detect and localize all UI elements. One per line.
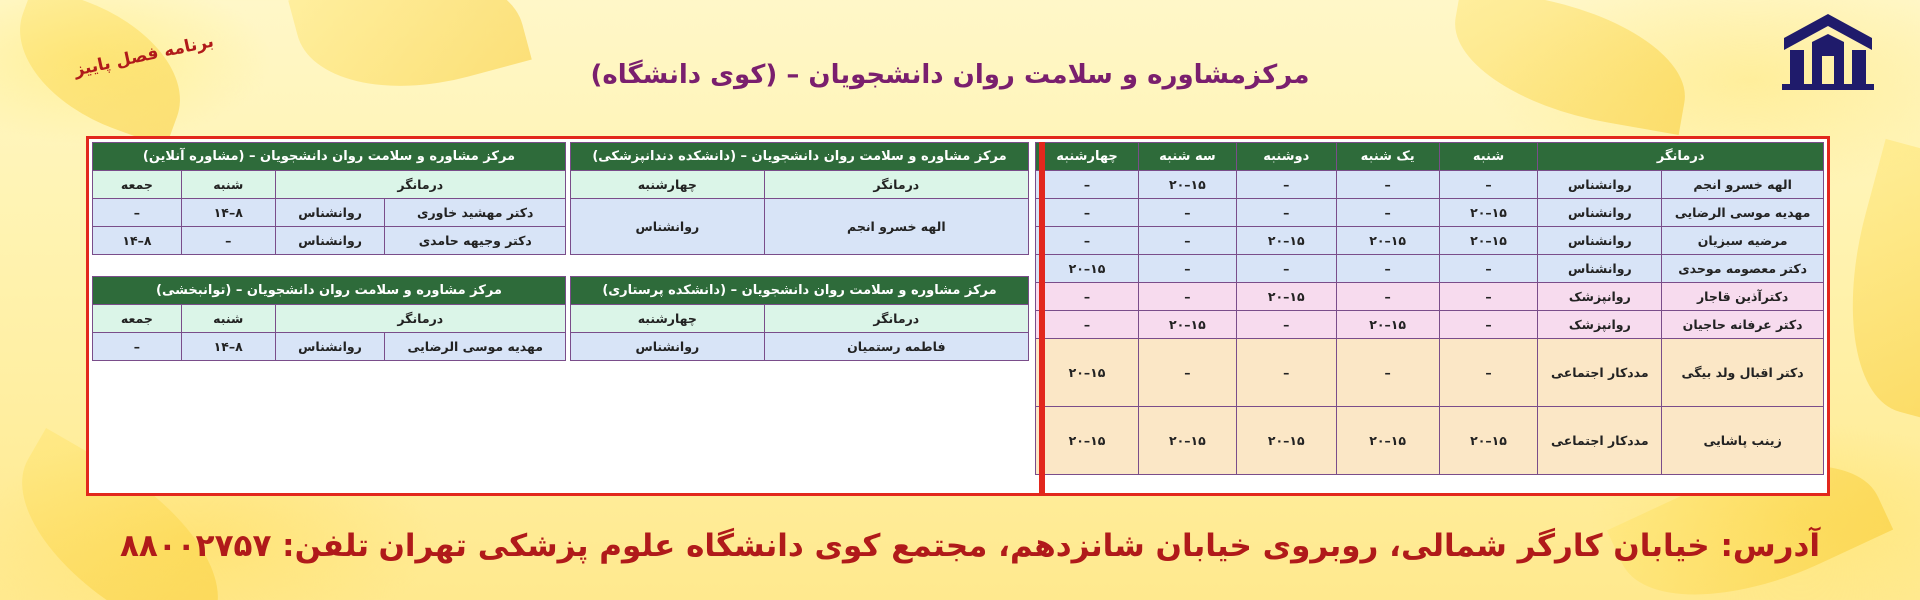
column-header-monday: دوشنبه — [1236, 143, 1336, 171]
therapist-role: روانپزشک — [1538, 311, 1662, 339]
therapist-role: روانشناس — [275, 199, 385, 227]
table-row — [1036, 311, 1824, 339]
schedule-cell: – — [1236, 171, 1336, 199]
dentistry-schedule-table — [570, 142, 1029, 255]
column-header-therapist: درمانگر — [275, 305, 565, 333]
table-row — [1036, 407, 1824, 475]
table-row — [1036, 171, 1824, 199]
program-label: برنامه فصل پاییز — [72, 31, 216, 81]
table-row — [93, 199, 566, 227]
online-schedule-table — [92, 142, 566, 255]
main-schedule-table — [1035, 142, 1824, 475]
schedule-cell: ۱۵–۲۰ — [1138, 311, 1236, 339]
therapist-role: روانشناس — [275, 333, 385, 361]
therapist-role: روانشناس — [571, 199, 765, 255]
schedule-cell: ۱۵–۲۰ — [1036, 339, 1139, 407]
therapist-name: دکتر مهشید خاوری — [385, 199, 566, 227]
therapist-role: روانشناس — [1538, 199, 1662, 227]
schedule-cell: ۸–۱۴ — [181, 333, 275, 361]
schedule-cell: ۱۵–۲۰ — [1236, 283, 1336, 311]
column-header-wednesday: چهارشنبه — [571, 305, 765, 333]
schedule-frame — [86, 136, 1830, 496]
column-header-saturday: شنبه — [1439, 143, 1538, 171]
schedule-cell: – — [1439, 311, 1538, 339]
schedule-cell: – — [1439, 255, 1538, 283]
schedule-cell: ۱۵–۲۰ — [1336, 311, 1439, 339]
schedule-cell: ۸–۱۴ — [93, 227, 182, 255]
schedule-cell: – — [1236, 199, 1336, 227]
schedule-cell: – — [1439, 283, 1538, 311]
therapist-name: مهدیه موسی الرضایی — [1662, 199, 1824, 227]
rehab-schedule-table — [92, 276, 566, 361]
page-title: مرکزمشاوره و سلامت روان دانشجویان – (کوی دانشگاه) — [590, 60, 1310, 90]
phone-value: تلفن: ۸۸۰۰۲۷۵۷ — [120, 528, 370, 564]
table-row — [1036, 227, 1824, 255]
schedule-cell: – — [1138, 339, 1236, 407]
column-header-wednesday: چهارشنبه — [571, 171, 765, 199]
schedule-cell: ۱۵–۲۰ — [1236, 407, 1336, 475]
phone-text — [120, 528, 369, 564]
schedule-cell: – — [1036, 227, 1139, 255]
therapist-role: روانشناس — [571, 333, 765, 361]
table-row — [93, 333, 566, 361]
schedule-cell: – — [1036, 283, 1139, 311]
therapist-name: دکتر عرفانه حاجیان — [1662, 311, 1824, 339]
column-header-therapist: درمانگر — [1538, 143, 1824, 171]
therapist-role: روانشناس — [1538, 255, 1662, 283]
schedule-cell: – — [1138, 283, 1236, 311]
schedule-cell: ۱۵–۲۰ — [1138, 171, 1236, 199]
schedule-cell: ۸–۱۴ — [181, 199, 275, 227]
schedule-cell: – — [1336, 171, 1439, 199]
column-header-wednesday: چهارشنبه — [1036, 143, 1139, 171]
schedule-cell: – — [1138, 227, 1236, 255]
schedule-cell: ۱۵–۲۰ — [1439, 227, 1538, 255]
schedule-cell: – — [1236, 339, 1336, 407]
schedule-cell: – — [1336, 283, 1439, 311]
column-header-tuesday: سه شنبه — [1138, 143, 1236, 171]
table-header-row — [571, 305, 1029, 333]
schedule-cell: – — [1138, 255, 1236, 283]
table-header-row — [93, 305, 566, 333]
therapist-name: زینب پاشایی — [1662, 407, 1824, 475]
table-row — [571, 199, 1029, 255]
schedule-cell: – — [93, 199, 182, 227]
table-divider — [1039, 142, 1045, 496]
therapist-name: الهه خسرو انجم — [1662, 171, 1824, 199]
therapist-name: دکتر وجیهه حامدی — [385, 227, 566, 255]
table-header-row — [571, 171, 1029, 199]
therapist-role: روانشناس — [275, 227, 385, 255]
background-leaf — [1442, 0, 1697, 135]
table-title-row — [93, 277, 566, 305]
therapist-name: دکترآذین قاجار — [1662, 283, 1824, 311]
address-value: آدرس: خیابان کارگر شمالی، روبروی خیابان شانزدهم، مجتمع کوی دانشگاه علوم پزشکی تهران — [378, 528, 1820, 564]
therapist-role: روانشناس — [1538, 171, 1662, 199]
therapist-role: روانپزشک — [1538, 283, 1662, 311]
schedule-cell: – — [1036, 199, 1139, 227]
schedule-cell: ۱۵–۲۰ — [1439, 407, 1538, 475]
schedule-cell: – — [1138, 199, 1236, 227]
schedule-cell: – — [1036, 171, 1139, 199]
schedule-cell: – — [181, 227, 275, 255]
schedule-cell: ۱۵–۲۰ — [1236, 227, 1336, 255]
column-header-therapist: درمانگر — [764, 305, 1028, 333]
column-header-therapist: درمانگر — [275, 171, 565, 199]
therapist-name: الهه خسرو انجم — [764, 199, 1028, 255]
therapist-name: دکتر اقبال ولد بیگی — [1662, 339, 1824, 407]
background-leaf — [1818, 139, 1920, 421]
therapist-role: مددکار اجتماعی — [1538, 339, 1662, 407]
table-row — [1036, 199, 1824, 227]
table-title-row — [93, 143, 566, 171]
column-header-friday: جمعه — [93, 171, 182, 199]
therapist-role: مددکار اجتماعی — [1538, 407, 1662, 475]
schedule-cell: – — [1336, 339, 1439, 407]
table-row — [1036, 255, 1824, 283]
table-row — [93, 227, 566, 255]
schedule-cell: ۱۵–۲۰ — [1439, 199, 1538, 227]
schedule-cell: ۱۵–۲۰ — [1336, 227, 1439, 255]
schedule-cell: – — [1336, 255, 1439, 283]
schedule-cell: – — [1439, 171, 1538, 199]
column-header-therapist: درمانگر — [764, 171, 1028, 199]
column-header-saturday: شنبه — [181, 171, 275, 199]
therapist-name: دکتر معصومه موحدی — [1662, 255, 1824, 283]
schedule-cell: – — [1236, 255, 1336, 283]
rehab-table-title: مرکز مشاوره و سلامت روان دانشجویان – (توانبخشی) — [93, 277, 566, 305]
schedule-cell: ۱۵–۲۰ — [1036, 255, 1139, 283]
schedule-cell: ۱۵–۲۰ — [1336, 407, 1439, 475]
schedule-cell: – — [93, 333, 182, 361]
schedule-cell: – — [1236, 311, 1336, 339]
nursing-schedule-table — [570, 276, 1029, 361]
column-header-saturday: شنبه — [181, 305, 275, 333]
university-logo — [1782, 12, 1874, 90]
table-title-row — [571, 277, 1029, 305]
online-table-title: مرکز مشاوره و سلامت روان دانشجویان – (مشاوره آنلاین) — [93, 143, 566, 171]
table-row — [1036, 283, 1824, 311]
table-row — [1036, 339, 1824, 407]
table-row — [571, 333, 1029, 361]
therapist-name: مهدیه موسی الرضایی — [385, 333, 566, 361]
column-header-sunday: یک شنبه — [1336, 143, 1439, 171]
schedule-cell: – — [1036, 311, 1139, 339]
therapist-name: مرضیه سبزیان — [1662, 227, 1824, 255]
column-header-friday: جمعه — [93, 305, 182, 333]
table-header-row — [1036, 143, 1824, 171]
table-title-row — [571, 143, 1029, 171]
table-header-row — [93, 171, 566, 199]
schedule-cell: – — [1439, 339, 1538, 407]
background-leaf — [288, 0, 532, 116]
therapist-role: روانشناس — [1538, 227, 1662, 255]
schedule-cell: ۱۵–۲۰ — [1036, 407, 1139, 475]
therapist-name: فاطمه رستمیان — [764, 333, 1028, 361]
schedule-cell: ۱۵–۲۰ — [1138, 407, 1236, 475]
schedule-cell: – — [1336, 199, 1439, 227]
nursing-table-title: مرکز مشاوره و سلامت روان دانشجویان – (دانشکده پرستاری) — [571, 277, 1029, 305]
dentistry-table-title: مرکز مشاوره و سلامت روان دانشجویان – (دانشکده دندانپزشکی) — [571, 143, 1029, 171]
